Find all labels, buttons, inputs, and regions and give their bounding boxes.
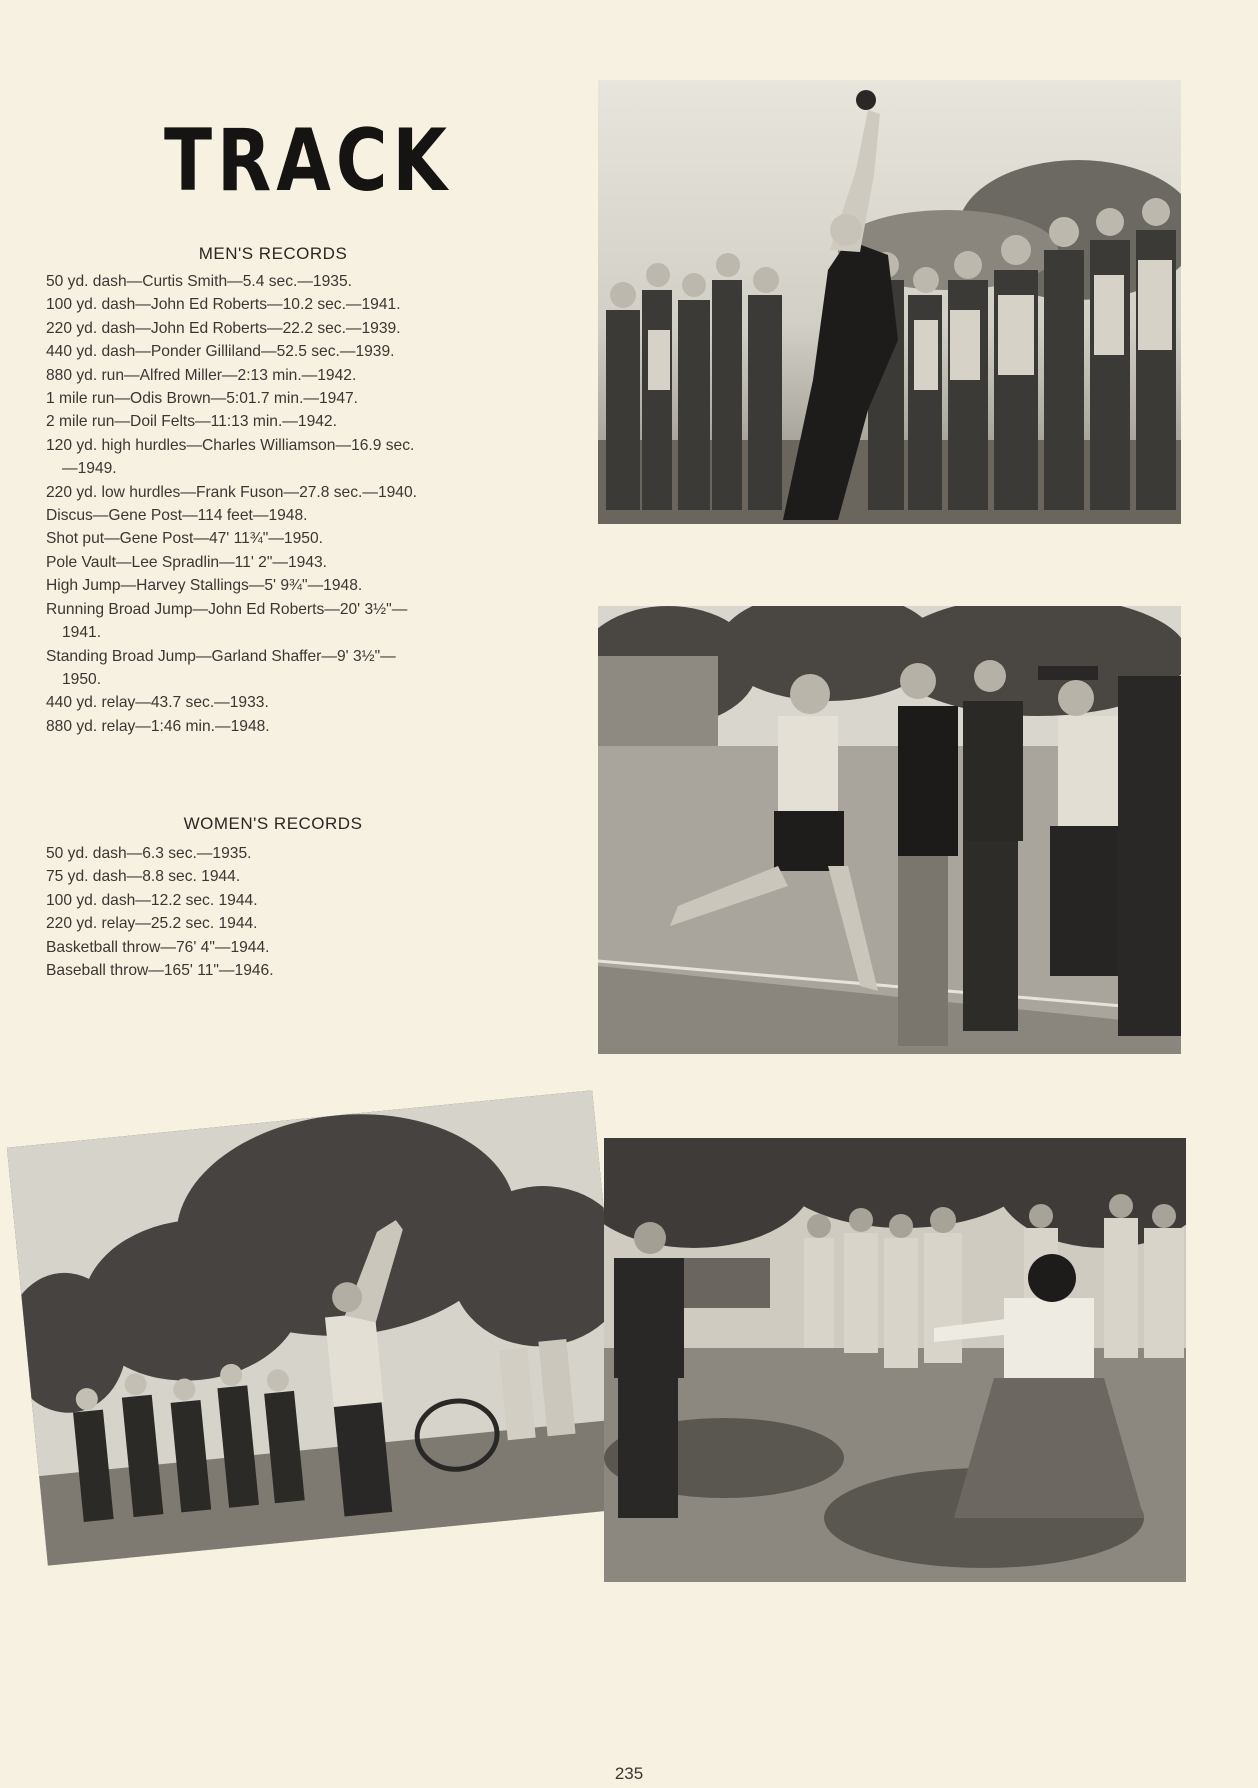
mens-record: 120 yd. high hurdles—Charles Williamson—16.9 sec. <box>46 436 415 454</box>
mens-record: 1950. <box>62 670 102 688</box>
womens-records-list <box>46 842 506 982</box>
mens-record: Pole Vault—Lee Spradlin—11' 2"—1943. <box>46 553 327 571</box>
mens-record: Shot put—Gene Post—47' 11¾"—1950. <box>46 530 323 548</box>
page-title: TRACK <box>164 111 452 211</box>
womens-record: 100 yd. dash—12.2 sec. 1944. <box>46 891 258 909</box>
mens-record: 440 yd. dash—Ponder Gilliland—52.5 sec.—1939. <box>46 343 395 361</box>
womens-record: Baseball throw—165' 11"—1946. <box>46 962 274 980</box>
photo-runner-finish <box>598 606 1181 1054</box>
photo-tilted-throw <box>7 1090 633 1565</box>
mens-record: 880 yd. run—Alfred Miller—2:13 min.—1942. <box>46 366 357 384</box>
mens-records-heading: MEN'S RECORDS <box>198 244 348 263</box>
mens-record: 2 mile run—Doil Felts—11:13 min.—1942. <box>46 413 337 431</box>
womens-record: 220 yd. relay—25.2 sec. 1944. <box>46 915 258 933</box>
mens-record: 1941. <box>62 624 102 642</box>
womens-record: 75 yd. dash—8.8 sec. 1944. <box>46 868 241 886</box>
mens-record: —1949. <box>62 460 117 478</box>
womens-records-heading: WOMEN'S RECORDS <box>183 814 363 833</box>
mens-records-list <box>46 270 506 738</box>
mens-record: Standing Broad Jump—Garland Shaffer—9' 3½"— <box>46 647 396 665</box>
mens-record: 100 yd. dash—John Ed Roberts—10.2 sec.—1941. <box>46 296 401 314</box>
mens-record: Running Broad Jump—John Ed Roberts—20' 3½"— <box>46 600 408 618</box>
mens-record: Discus—Gene Post—114 feet—1948. <box>46 507 308 525</box>
womens-record: 50 yd. dash—6.3 sec.—1935. <box>46 845 252 862</box>
photo-womens-throw <box>604 1138 1186 1582</box>
mens-record: 880 yd. relay—1:46 min.—1948. <box>46 717 270 735</box>
photo-shot-put-crowd <box>598 80 1181 524</box>
page-number: 235 <box>614 1764 644 1783</box>
mens-record: 1 mile run—Odis Brown—5:01.7 min.—1947. <box>46 390 359 408</box>
mens-record: 440 yd. relay—43.7 sec.—1933. <box>46 694 269 712</box>
mens-record: 220 yd. low hurdles—Frank Fuson—27.8 sec.—1940. <box>46 483 417 501</box>
mens-record: High Jump—Harvey Stallings—5' 9¾"—1948. <box>46 577 363 595</box>
mens-record: 50 yd. dash—Curtis Smith—5.4 sec.—1935. <box>46 273 352 290</box>
mens-record: 220 yd. dash—John Ed Roberts—22.2 sec.—1939. <box>46 319 401 337</box>
womens-record: Basketball throw—76' 4"—1944. <box>46 938 270 956</box>
